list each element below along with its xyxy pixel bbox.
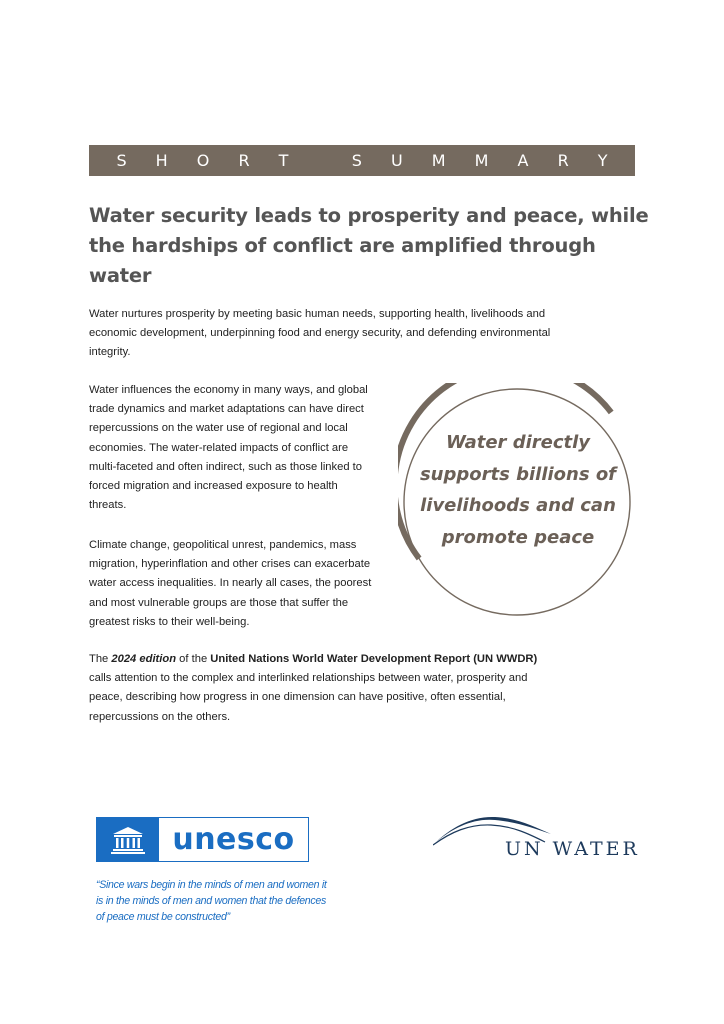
report-middle: of the bbox=[176, 653, 211, 665]
report-edition: 2024 edition bbox=[111, 653, 177, 665]
report-prefix: The bbox=[89, 653, 112, 665]
unesco-logo bbox=[96, 817, 309, 862]
report-suffix: calls attention to the complex and interlinked relationships between water, prosperity and peace, describing how progress in one dimension can have positive, often essential, repercussions on the others. bbox=[89, 672, 528, 723]
unwater-logo bbox=[433, 812, 638, 862]
economy-paragraph: Water influences the economy in many ways, and global trade dynamics and market adaptations can have direct repercussions on the water use of regional and local economies. The water-related impacts of conflict are multi-faceted and often indirect, such as those linked to forced migration and increased exposure to health threats. bbox=[89, 384, 368, 512]
report-title: United Nations World Water Development Report (UN WWDR) bbox=[210, 653, 538, 665]
pull-quote-text: Water directly supports billions of livelihoods and can promote peace bbox=[419, 432, 617, 548]
temple-emblem-icon bbox=[97, 818, 159, 861]
report-paragraph bbox=[89, 650, 549, 727]
page-headline: Water security leads to prosperity and peace, while the hardships of conflict are amplified through water bbox=[89, 204, 649, 287]
unesco-wordmark: unesco bbox=[172, 822, 295, 857]
unwater-wordmark: UN WATER bbox=[505, 838, 640, 860]
pull-quote-circle bbox=[398, 383, 636, 621]
section-banner bbox=[89, 145, 635, 176]
unesco-motto: “Since wars begin in the minds of men and women it is in the minds of men and women that the defences of peace must be constructed” bbox=[96, 879, 327, 923]
intro-paragraph: Water nurtures prosperity by meeting basic human needs, supporting health, livelihoods and economic development, underpinning food and energy security, and defending environmental integrity. bbox=[89, 308, 551, 359]
crises-paragraph: Climate change, geopolitical unrest, pandemics, mass migration, hyperinflation and other crises can exacerbate water access inequalities. In nearly all cases, the poorest and most vulnerable groups are those that suffer the greatest risks to their well-being. bbox=[89, 539, 372, 628]
banner-title: S H O R T S U M M A R Y bbox=[116, 151, 620, 170]
